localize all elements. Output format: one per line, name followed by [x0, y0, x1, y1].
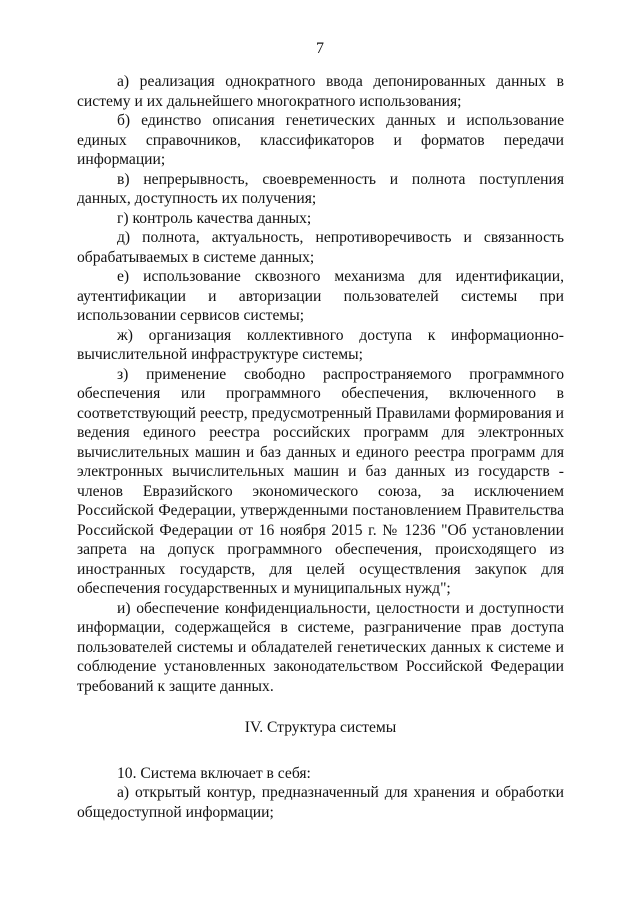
list-item-b: б) единство описания генетических данных и использование единых справочников, классификаторов и форматов передачи информации; — [77, 112, 564, 168]
section-heading: IV. Структура системы — [244, 719, 397, 736]
document-body — [77, 72, 564, 822]
list-item-a: а) реализация однократного ввода депонированных данных в систему и их дальнейшего многократного использования; — [77, 73, 564, 110]
list-item-z: з) применение свободно распространяемого программного обеспечения или программного обеспечения, включенного в соответствующий реестр, предусмотренный Правилами формирования и ведения единого реестра российских программ для электронных вычислительных машин и баз данных и единого реестра программ для электронных вычислительных машин и баз данных из государств - членов Евразийского экономического союза, за исключением Российской Федерации, утвержденными постановлением Правительства Российской Федерации от 16 ноября 2015 г. № 1236 "Об установлении запрета на допуск программного обеспечения, происходящего из иностранных государств, для целей осуществления закупок для обеспечения государственных и муниципальных нужд"; — [77, 365, 564, 597]
page-number: 7 — [316, 40, 324, 57]
clause-10: 10. Система включает в себя: — [117, 764, 311, 782]
list-item-d: д) полнота, актуальность, непротиворечивость и связанность обрабатываемых в системе данных; — [77, 229, 564, 266]
list-item-e: е) использование сквозного механизма для идентификации, аутентификации и авторизации пользователей системы при использовании сервисов системы; — [77, 268, 564, 324]
list-item-v: в) непрерывность, своевременность и полнота поступления данных, доступность их получения; — [77, 170, 564, 207]
list-item-zh: ж) организация коллективного доступа к информационно-вычислительной инфраструктуре системы; — [77, 326, 564, 363]
list-item-g: г) контроль качества данных; — [117, 209, 312, 227]
list-item-i: и) обеспечение конфиденциальности, целостности и доступности информации, содержащейся в системе, разграничение прав доступа пользователей системы и обладателей генетических данных к системе и соблюдение установленных законодательством Российской Федерации требований к защите данных. — [77, 599, 564, 695]
clause-10-item-a: а) открытый контур, предназначенный для хранения и обработки общедоступной информации; — [77, 784, 564, 821]
